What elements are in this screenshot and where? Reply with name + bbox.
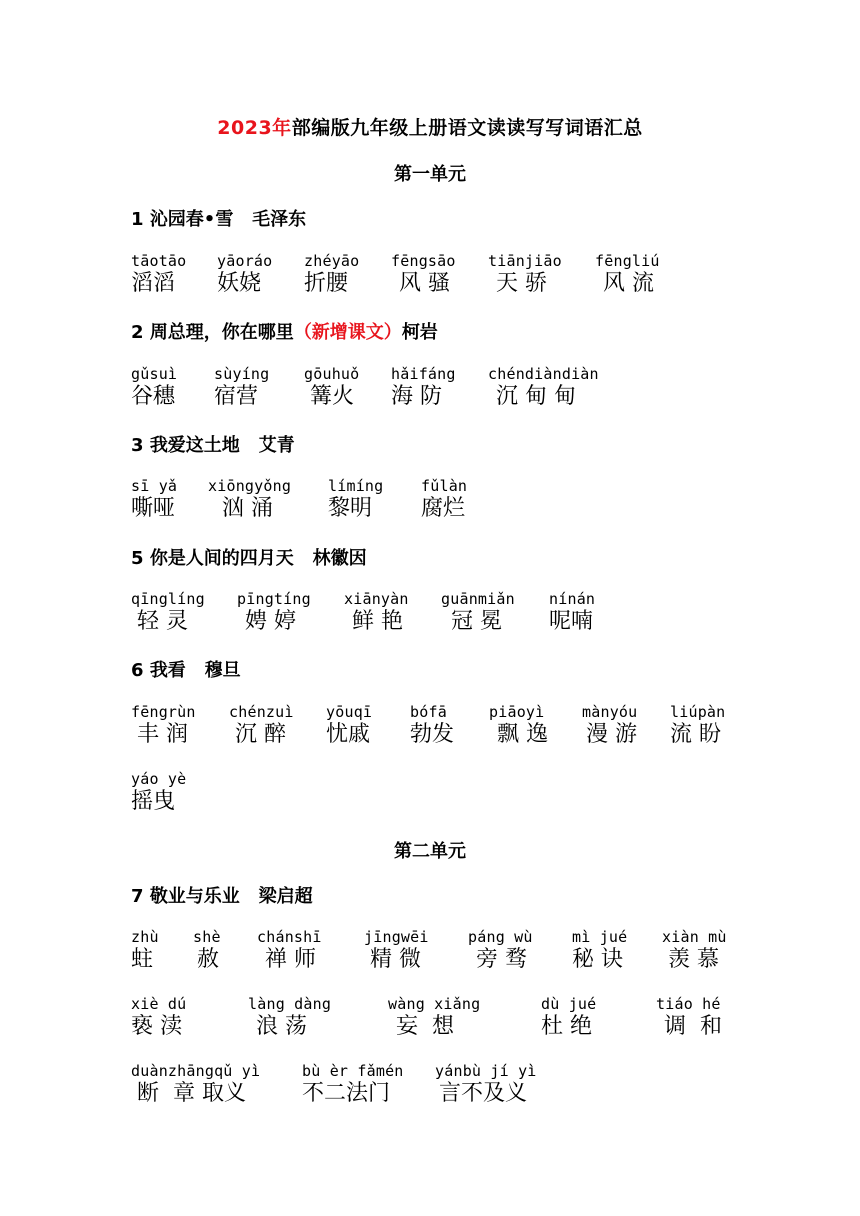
pinyin: sī yǎ [131,477,178,495]
pinyin: fǔlàn [421,477,468,495]
pinyin: mànyóu [582,703,638,721]
lesson-number: 1 [131,209,144,230]
hanzi: 精 微 [370,947,421,972]
pinyin: sùyíng [214,365,270,383]
vocab-word [549,590,595,635]
hanzi: 轻 灵 [137,609,188,634]
hanzi: 呢喃 [549,609,594,634]
title-text: 部编版九年级上册语文读读写写词语汇总 [291,117,643,139]
hanzi: 鲜 艳 [352,609,403,634]
vocab-row [0,995,860,1055]
hanzi: 沉 醉 [235,722,286,747]
pinyin: xiānyàn [344,590,409,608]
vocab-word [131,995,186,1040]
unit-heading: 第二单元 [394,841,466,862]
lesson-title: 周总理，你在哪里 [149,322,294,343]
hanzi: 羡 慕 [668,947,719,972]
lesson-title: 我爱这土地 [149,435,240,456]
pinyin: fēngrùn [131,703,196,721]
hanzi: 旁 骛 [476,947,527,972]
vocab-row [0,477,860,537]
hanzi: 断 章 取义 [137,1081,246,1106]
pinyin: chéndiàndiàn [488,365,599,383]
vocab-word [131,365,177,410]
hanzi: 禅 师 [265,947,316,972]
pinyin: liúpàn [670,703,726,721]
lesson-author: 梁启超 [258,886,313,907]
vocab-word [541,995,596,1040]
hanzi: 蛀 [131,947,154,972]
lesson-heading [131,205,306,231]
hanzi: 不二法门 [302,1081,391,1106]
pinyin: xiè dú [131,995,187,1013]
vocab-word [304,365,359,410]
vocab-word [131,252,186,297]
hanzi: 忧戚 [326,722,371,747]
lesson-heading [131,656,241,682]
vocab-word [468,928,533,973]
lesson-heading [131,431,295,457]
pinyin: yōuqī [326,703,373,721]
lesson-number: 2 [131,322,144,343]
hanzi: 滔滔 [131,271,176,296]
vocab-word [391,365,456,410]
pinyin: xiàn mù [662,928,727,946]
hanzi: 嘶哑 [131,496,176,521]
pinyin: yāoráo [217,252,273,270]
lesson-number: 5 [131,548,144,569]
page-title [0,113,860,140]
hanzi: 谷穗 [131,384,176,409]
lesson-title: 你是人间的四月天 [149,548,294,569]
pinyin: gōuhuǒ [304,365,360,383]
vocab-word [131,928,159,973]
pinyin: làng dàng [248,995,332,1013]
vocab-word [410,703,454,748]
lesson-number: 7 [131,886,144,907]
vocab-word [489,703,548,748]
vocab-word [302,1062,404,1107]
vocab-word [131,770,186,815]
title-year: 2023年 [217,117,292,139]
pinyin: chénzuì [229,703,294,721]
pinyin: bófā [410,703,447,721]
lesson-number: 3 [131,435,144,456]
vocab-word [248,995,331,1040]
vocab-word [208,477,291,522]
pinyin: tiáo hé [656,995,721,1013]
lesson-author: 毛泽东 [252,209,307,230]
pinyin: tiānjiāo [488,252,562,270]
vocab-word [257,928,322,973]
pinyin: páng wù [468,928,533,946]
hanzi: 流 盼 [670,722,721,747]
hanzi: 天 骄 [496,271,547,296]
pinyin: jīngwēi [364,928,429,946]
pinyin: fēngsāo [391,252,456,270]
hanzi: 腐烂 [421,496,466,521]
unit-heading: 第一单元 [394,164,466,185]
vocab-word [304,252,359,297]
hanzi: 海 防 [391,384,442,409]
vocab-word [229,703,294,748]
lesson-title: 敬业与乐业 [149,886,240,907]
hanzi: 妖娆 [217,271,262,296]
hanzi: 丰 润 [137,722,188,747]
vocab-word [364,928,429,973]
hanzi: 折腰 [304,271,349,296]
pinyin: duànzhāngqǔ yì [131,1062,261,1080]
hanzi: 秘 诀 [572,947,623,972]
vocab-word [344,590,409,635]
pinyin: hǎifáng [391,365,456,383]
hanzi: 冠 冕 [451,609,502,634]
hanzi: 飘 逸 [497,722,548,747]
vocab-word [662,928,727,973]
lesson-heading [131,882,313,908]
vocab-word [214,365,269,410]
hanzi: 言不及义 [439,1081,528,1106]
hanzi: 沉 甸 甸 [496,384,576,409]
pinyin: nínán [549,590,596,608]
lesson-author: 林徽因 [312,548,367,569]
vocab-word [488,365,599,410]
pinyin: zhéyāo [304,252,360,270]
pinyin: guānmiǎn [441,590,515,608]
vocab-row [0,770,860,830]
vocab-row [0,365,860,425]
pinyin: xiōngyǒng [208,477,292,495]
pinyin: límíng [328,477,384,495]
vocab-row [0,252,860,312]
pinyin: mì jué [572,928,628,946]
hanzi: 篝火 [310,384,355,409]
pinyin: tāotāo [131,252,187,270]
vocab-word [391,252,456,297]
hanzi: 调 和 [664,1014,722,1039]
vocab-row [0,928,860,988]
pinyin: fēngliú [595,252,660,270]
vocab-word [131,477,177,522]
pinyin: shè [193,928,221,946]
vocab-word [670,703,725,748]
hanzi: 亵 渎 [131,1014,182,1039]
hanzi: 浪 荡 [256,1014,307,1039]
pinyin: piāoyì [489,703,545,721]
vocab-word [217,252,272,297]
pinyin: bù èr fǎmén [302,1062,404,1080]
vocab-word [237,590,311,635]
pinyin: qīnglíng [131,590,205,608]
lesson-title: 我看 [149,660,186,681]
hanzi: 汹 涌 [222,496,273,521]
lesson-heading [131,544,367,570]
hanzi: 勃发 [410,722,455,747]
hanzi: 娉 婷 [245,609,296,634]
lesson-heading [131,318,438,344]
lesson-new-tag: （新增课文） [293,322,402,343]
hanzi: 赦 [197,947,220,972]
pinyin: dù jué [541,995,597,1013]
vocab-word [441,590,515,635]
vocab-word [582,703,637,748]
vocab-word [572,928,627,973]
vocab-word [435,1062,537,1107]
hanzi: 杜 绝 [541,1014,592,1039]
vocab-word [326,703,372,748]
vocab-word [656,995,722,1040]
pinyin: yáo yè [131,770,187,788]
hanzi: 漫 游 [586,722,637,747]
hanzi: 妄 想 [396,1014,454,1039]
hanzi: 风 骚 [399,271,450,296]
pinyin: pīngtíng [237,590,311,608]
hanzi: 风 流 [603,271,654,296]
pinyin: zhù [131,928,159,946]
pinyin: gǔsuì [131,365,178,383]
hanzi: 黎明 [328,496,373,521]
vocab-word [131,590,205,635]
vocab-row [0,1062,860,1122]
vocab-word [193,928,221,973]
vocab-word [131,1062,260,1107]
vocab-word [595,252,660,297]
vocab-word [328,477,383,522]
pinyin: yánbù jí yì [435,1062,537,1080]
lesson-author: 柯岩 [401,322,438,343]
vocab-word [388,995,480,1040]
hanzi: 摇曳 [131,789,176,814]
pinyin: wàng xiǎng [388,995,481,1013]
vocab-row [0,703,860,763]
lesson-number: 6 [131,660,144,681]
vocab-word [131,703,196,748]
lesson-author: 穆旦 [204,660,241,681]
pinyin: chánshī [257,928,322,946]
lesson-author: 艾青 [258,435,295,456]
hanzi: 宿营 [214,384,259,409]
vocab-word [421,477,467,522]
vocab-word [488,252,562,297]
vocab-row [0,590,860,650]
lesson-title: 沁园春•雪 [149,209,234,230]
